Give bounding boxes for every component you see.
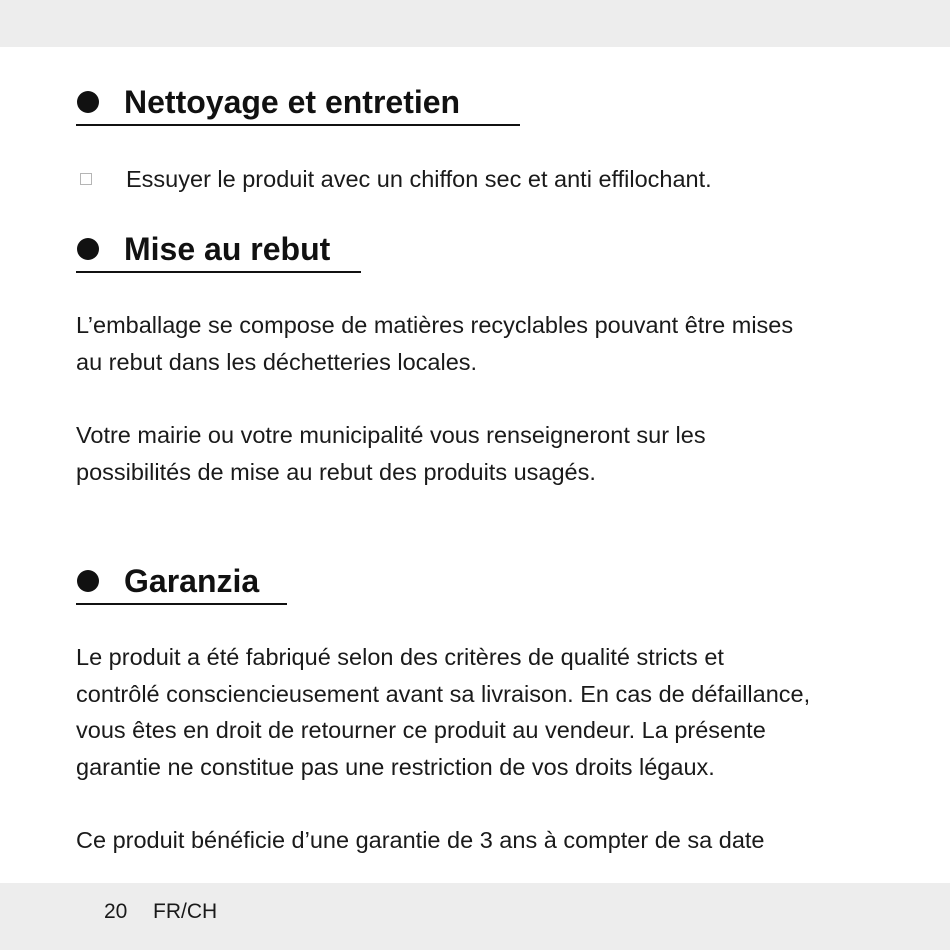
text-line: Ce produit bénéficie d’une garantie de 3 ans à compter de sa date [76,827,765,853]
bullet-icon [77,238,99,260]
list-item [76,162,712,196]
bullet-icon [77,91,99,113]
warranty-paragraph-2 [76,822,896,859]
language-code: FR/CH [153,900,218,923]
disposal-paragraph-1 [76,307,896,380]
text-line: contrôlé consciencieusement avant sa livraison. En cas de défaillance, [76,680,811,707]
text-line: au rebut dans les déchetteries locales. [76,348,478,375]
text-line: vous êtes en droit de retourner ce produit au vendeur. La présente [76,717,766,744]
text-line: Le produit a été fabriqué selon des critères de qualité stricts et [76,644,724,670]
page-number: 20 [104,900,128,923]
heading-underline [76,603,287,605]
text-line: Votre mairie ou votre municipalité vous renseigneront sur les [76,422,706,448]
list-item-text: Essuyer le produit avec un chiffon sec et anti effilochant. [126,166,712,192]
heading-text: Garanzia [124,563,260,599]
text-line: garantie ne constitue pas une restriction de vos droits légaux. [76,754,715,781]
text-line: possibilités de mise au rebut des produits usagés. [76,458,596,485]
heading-text: Mise au rebut [124,231,331,267]
top-margin-band [0,0,950,47]
section-heading-cleaning [76,79,460,125]
heading-text: Nettoyage et entretien [124,84,461,120]
disposal-paragraph-2 [76,417,896,490]
heading-underline [76,124,520,126]
bullet-icon [77,570,99,592]
footer-band [0,883,950,950]
heading-underline [76,271,361,273]
section-heading-disposal [76,226,330,272]
text-line: L’emballage se compose de matières recyclables pouvant être mises [76,312,794,338]
warranty-paragraph-1 [76,639,896,786]
checkbox-icon [80,173,92,185]
section-heading-warranty [76,558,259,604]
